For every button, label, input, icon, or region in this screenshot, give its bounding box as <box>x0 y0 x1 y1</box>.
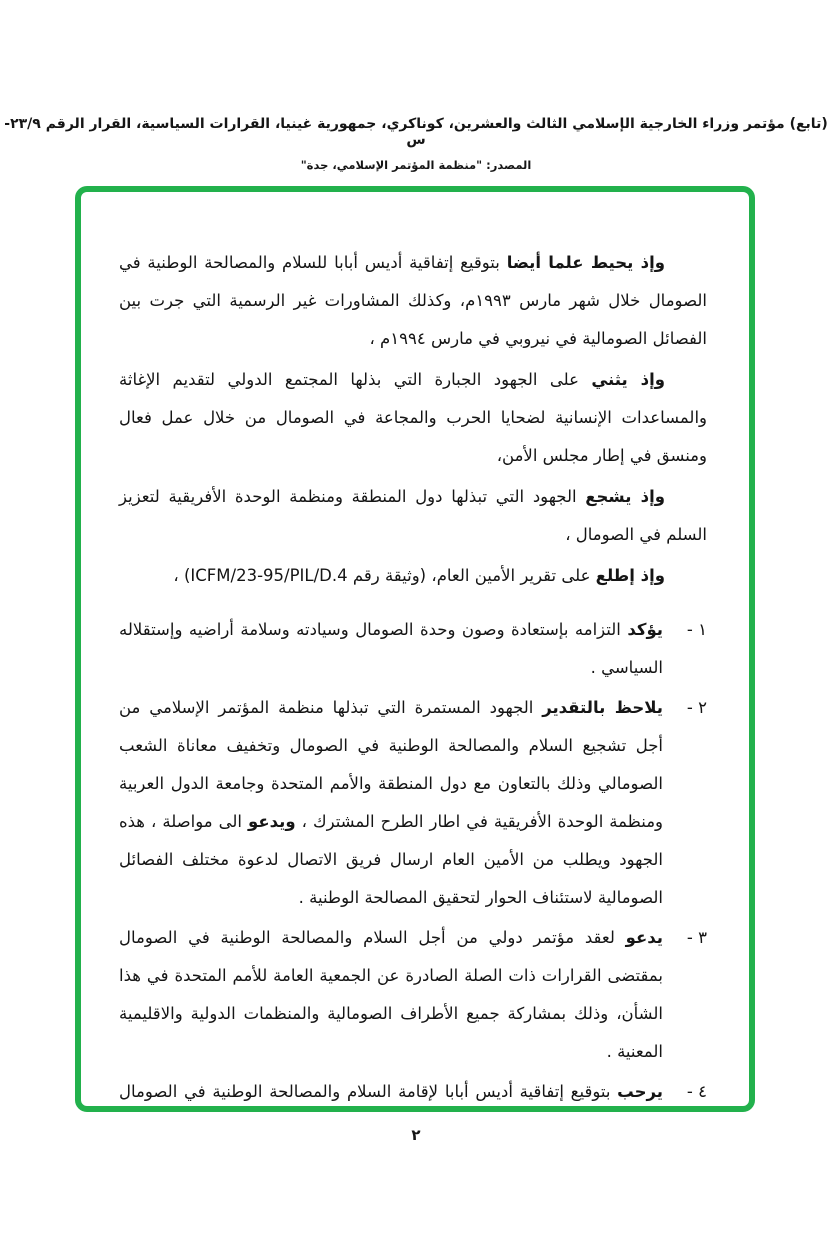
item-number: ١ - <box>686 620 707 639</box>
list-item <box>119 1073 707 1106</box>
preamble-paragraph <box>119 244 707 358</box>
preamble-paragraph <box>119 557 707 595</box>
lead-word: وإذ يشجع <box>585 487 665 506</box>
preamble-paragraphs <box>119 244 707 595</box>
item-number: ٣ - <box>686 928 707 947</box>
item-text <box>119 1073 663 1106</box>
item-text <box>119 689 663 917</box>
header-source: المصدر: "منظمة المؤتمر الإسلامي، جدة" <box>300 158 532 172</box>
item-number: ٤ - <box>686 1082 707 1101</box>
preamble-paragraph <box>119 361 707 475</box>
page-number: ٢ <box>411 1126 421 1144</box>
body-text: الجهود التي تبذلها دول المنطقة ومنظمة الوحدة الأفريقية لتعزيز السلم في الصومال ، <box>119 487 707 544</box>
lead-word: ويدعو <box>248 812 296 831</box>
list-item <box>119 919 707 1071</box>
item-number: ٢ - <box>686 698 707 717</box>
body-text: التزامه بإستعادة وصون وحدة الصومال وسيادته وسلامة أراضيه وإستقلاله السياسي . <box>119 620 663 677</box>
resolution-body <box>81 192 749 1106</box>
lead-word: يلاحظ بالتقدير <box>542 698 664 717</box>
item-text <box>119 919 663 1071</box>
body-text: بتوقيع إتفاقية أديس أبابا للسلام والمصالحة الوطنية في الصومال خلال شهر مارس ١٩٩٣م، وكذلك المشاورات غير الرسمية التي جرت بين الفصائل الصومالية في نيروبي في مارس ١٩٩٤م ، <box>119 253 707 348</box>
body-text: الجهود المستمرة التي تبذلها منظمة المؤتمر الإسلامي من أجل تشجيع السلام والمصالحة الوطنية في الصومال وتخفيف معاناة الشعب الصومالي وذلك بالتعاون مع دول المنطقة والأمم المتحدة وجامعة الدول العربية ومنظمة الوحدة الأفريقية في اطار الطرح المشترك ، <box>119 698 663 831</box>
lead-word: وإذ إطلع <box>595 566 665 585</box>
body-text: بتوقيع إتفاقية أديس أبابا لإقامة السلام والمصالحة الوطنية في الصومال <box>119 1082 618 1101</box>
lead-word: يرحب <box>617 1082 663 1101</box>
body-text: لعقد مؤتمر دولي من أجل السلام والمصالحة الوطنية في الصومال بمقتضى القرارات ذات الصلة الصادرة عن الجمعية العامة للأمم المتحدة في هذا الشأن، وذلك بمشاركة جميع الأطراف الصومالية والمنظمات الدولية والاقليمية المعنية . <box>119 928 663 1061</box>
list-item <box>119 611 707 687</box>
operative-items <box>119 611 707 1106</box>
preamble-paragraph <box>119 478 707 554</box>
body-text: على الجهود الجبارة التي بذلها المجتمع الدولي لتقديم الإغاثة والمساعدات الإنسانية لضحايا الحرب والمجاعة في الصومال من خلال عمل فعال ومنسق في إطار مجلس الأمن، <box>119 370 707 465</box>
lead-word: يدعو <box>625 928 663 947</box>
lead-word: يؤكد <box>627 620 663 639</box>
list-item <box>119 689 707 917</box>
lead-word: وإذ يثني <box>591 370 665 389</box>
document-header <box>0 116 832 172</box>
item-text <box>119 611 663 687</box>
body-text: الى مواصلة ، هذه الجهود ويطلب من الأمين العام ارسال فريق الاتصال لدعوة مختلف الفصائل الصومالية لاستئناف الحوار لتحقيق المصالحة الوطنية . <box>119 812 663 907</box>
header-title: (تابع) مؤتمر وزراء الخارجية الإسلامي الثالث والعشرين، كوناكري، جمهورية غينيا، القرارات السياسية، القرار الرقم ٢٣/٩-س <box>4 116 828 148</box>
body-text: على تقرير الأمين العام، (وثيقة رقم ICFM/23-95/PIL/D.4) ، <box>173 566 596 585</box>
lead-word: وإذ يحيط علما أيضا <box>506 253 665 272</box>
